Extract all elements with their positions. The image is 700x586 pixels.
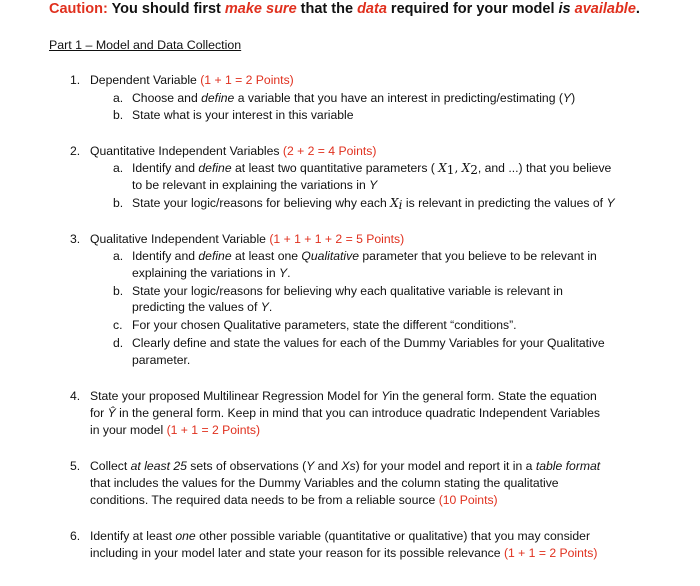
item-4-number: 4. (70, 389, 81, 403)
item-3d-text: Clearly define and state the values for each of the Dummy Variables for your Qualitative (132, 336, 605, 350)
caution-label: Caution: (49, 1, 108, 17)
item-1-title: Dependent Variable (1 + 1 = 2 Points) (90, 73, 294, 87)
caution-heading: Caution: You should first make sure that the data required for your model is available. (49, 1, 640, 17)
item-6-number: 6. (70, 529, 81, 543)
item-3b-text-line2: predicting the values of Y. (132, 300, 273, 314)
item-6-text-line2: including in your model later and state your reason for its possible relevance (1 + 1 = 2 Points) (90, 546, 598, 560)
item-1b-text: State what is your interest in this variable (132, 108, 354, 122)
item-1-number: 1. (70, 73, 81, 87)
item-3-points: (1 + 1 + 1 + 2 = 5 Points) (269, 232, 405, 246)
item-3a-text: Identify and define at least one Qualitative parameter that you believe to be relevant in (132, 249, 597, 263)
item-6-points: (1 + 1 = 2 Points) (503, 546, 598, 560)
item-4-points: (1 + 1 = 2 Points) (166, 423, 261, 437)
item-3-title: Qualitative Independent Variable (1 + 1 + 1 + 2 = 5 Points) (90, 232, 405, 246)
item-4-text: State your proposed Multilinear Regression Model for Yin the general form. State the equation (90, 389, 597, 403)
item-1-points: (1 + 1 = 2 Points) (200, 73, 294, 87)
item-2b-text: State your logic/reasons for believing why each $X_i$ is relevant in predicting the values of Y (132, 196, 615, 212)
item-3a-text-line2: explaining the variations in Y. (132, 266, 291, 280)
item-1a-text: Choose and define a variable that you have an interest in predicting/estimating (Y) (132, 91, 576, 105)
item-3-number: 3. (70, 232, 81, 246)
document-page: Caution: You should first make sure that the data required for your model is available. Part 1 – Model and Data Collection 1. Dependent Variable (1 + 1 = 2 Points) a. Choose and define a variable that you have an interest in predicting/estimating (Y) b. State what is your interest in this variable 2. Quantitative Independent Variables (2 + 2 = 4 Points) a. Identify and define at least two quantitative parameters ( $X_1$, $X_2$, and ...) that you believe to be relevant in explaining the variations in Y b. State your logic/reasons for believing why each $X_i$ is relevant in predicting the values of Y 3. Qualitative Independent Variable (1 + 1 + 1 + 2 = 5 Points) a. Identify and define at least one Qualitative parameter that you believe to be relevant in explaining the variations in Y. b. State your logic/reasons for believing why each qualitative variable is relevant in predicting the values of Y. c. For your chosen Qualitative parameters, state the different “conditions”. d. Clearly define and state the values for each of the Dummy Variables for your Qualitative parameter. 4. State your proposed Multilinear Regression Model for Yin the general form. State the equation for Ŷ in the general form. Keep in mind that you can introduce quadratic Independent Variables in your model (1 + 1 = 2 Points) 5. Collect at least 25 sets of observations (Y and Xs) for your model and report it in a table format that includes the values for the Dummy Variables and the column stating the qualitative conditions. The required data needs to be from a reliable source (10 Points) 6. Identify at least one other possible variable (quantitative or qualitative) that you may consider including in your model later and state your reason for its possible relevance (1 + 1 = 2 Points) (49, 1, 640, 560)
item-3b-text: State your logic/reasons for believing why each qualitative variable is relevant in (132, 284, 563, 298)
item-3d-text-line2: parameter. (132, 353, 191, 367)
item-6-text: Identify at least one other possible variable (quantitative or qualitative) that you may consider (90, 529, 590, 543)
item-2a-text-line2: to be relevant in explaining the variations in Y (132, 178, 378, 192)
item-5-number: 5. (70, 459, 81, 473)
item-2-points: (2 + 2 = 4 Points) (282, 144, 377, 158)
item-5-text-line3: conditions. The required data needs to be from a reliable source (10 Points) (90, 493, 498, 507)
part-title: Part 1 – Model and Data Collection (49, 38, 242, 52)
item-5-text: Collect at least 25 sets of observations (Y and Xs) for your model and report it in a table format (90, 459, 601, 473)
item-2-number: 2. (70, 144, 81, 158)
item-3c-text: For your chosen Qualitative parameters, state the different “conditions”. (132, 318, 517, 332)
item-2-title: Quantitative Independent Variables (2 + 2 = 4 Points) (90, 144, 377, 158)
item-5-text-line2: that includes the values for the Dummy Variables and the column stating the qualitative (90, 476, 559, 490)
item-2a-text: Identify and define at least two quantitative parameters ( $X_1$, $X_2$, and ...) that you believe (132, 161, 612, 177)
item-4-text-line3: in your model (1 + 1 = 2 Points) (90, 423, 261, 437)
item-4-text-line2: for Ŷ in the general form. Keep in mind that you can introduce quadratic Independent Variables (90, 406, 600, 420)
item-5-points: (10 Points) (438, 493, 498, 507)
